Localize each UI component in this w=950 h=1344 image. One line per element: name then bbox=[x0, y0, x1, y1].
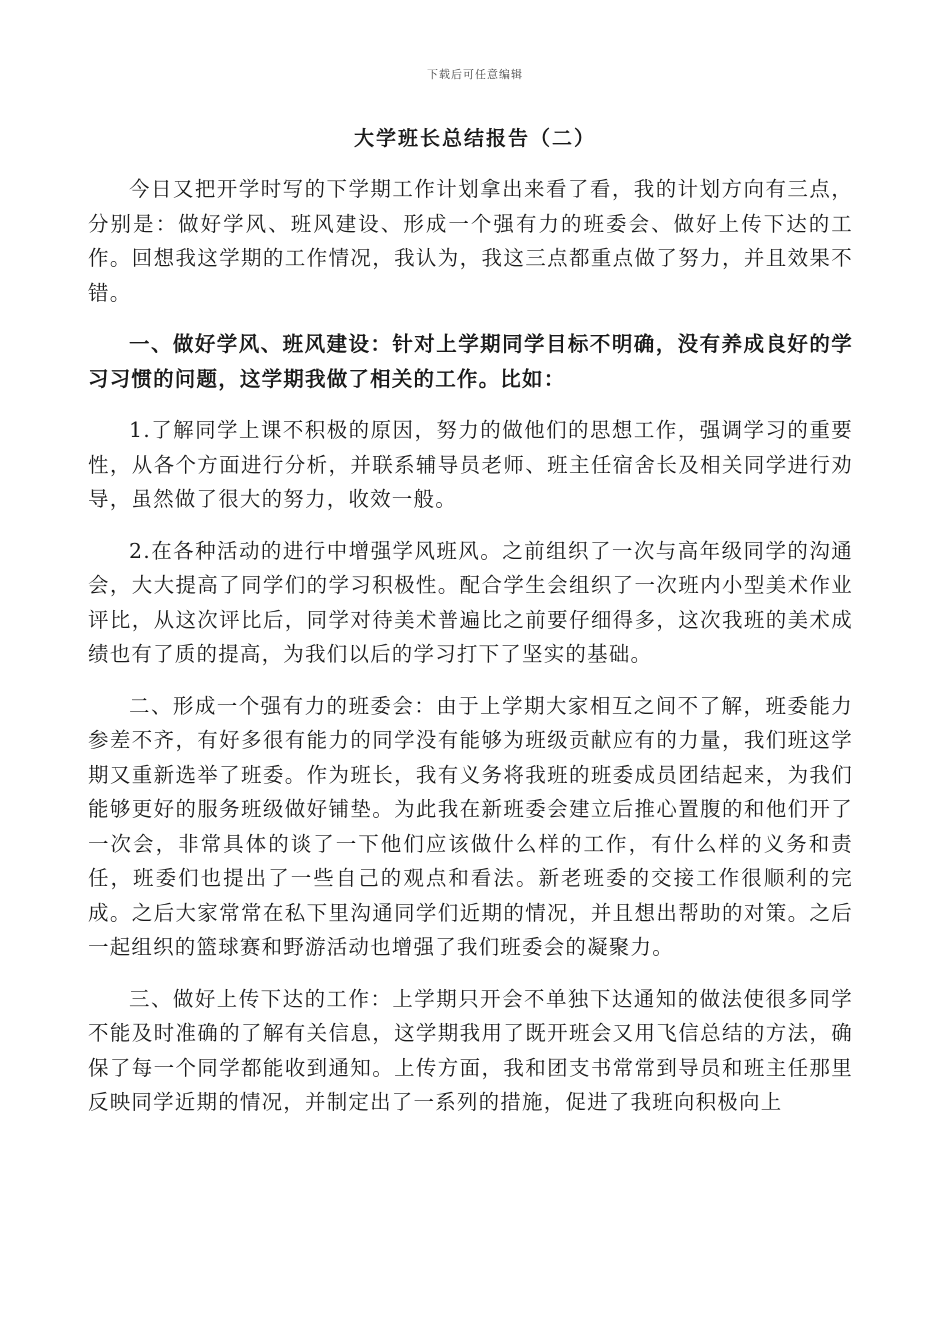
paragraph-item-two: 2.在各种活动的进行中增强学风班风。之前组织了一次与高年级同学的沟通会，大大提高了同学们的学习积极性。配合学生会组织了一次班内小型美术作业评比，从这次评比后，同学对待美术普遍比之前要仔细得多，这次我班的美术成绩也有了质的提高，为我们以后的学习打下了坚实的基础。 bbox=[88, 538, 853, 666]
paragraph-section-three: 三、做好上传下达的工作：上学期只开会不单独下达通知的做法使很多同学不能及时准确的了解有关信息，这学期我用了既开班会又用飞信总结的方法，确保了每一个同学都能收到通知。上传方面，我和团支书常常到导员和班主任那里反映同学近期的情况，并制定出了一系列的措施，促进了我班向积极向上 bbox=[88, 986, 853, 1114]
paragraph-section-one-heading: 一、做好学风、班风建设：针对上学期同学目标不明确，没有养成良好的学习习惯的问题，这学期我做了相关的工作。比如： bbox=[88, 332, 853, 391]
paragraph-item-one: 1.了解同学上课不积极的原因，努力的做他们的思想工作，强调学习的重要性，从各个方面进行分析，并联系辅导员老师、班主任宿舍长及相关同学进行劝导，虽然做了很大的努力，收效一般。 bbox=[88, 418, 853, 511]
header-note: 下载后可任意编辑 bbox=[427, 68, 523, 81]
document-title: 大学班长总结报告（二） bbox=[354, 126, 596, 150]
paragraph-intro: 今日又把开学时写的下学期工作计划拿出来看了看，我的计划方向有三点，分别是：做好学风、班风建设、形成一个强有力的班委会、做好上传下达的工作。回想我这学期的工作情况，我认为，我这三点都重点做了努力，并且效果不错。 bbox=[88, 177, 853, 305]
paragraph-section-two: 二、形成一个强有力的班委会：由于上学期大家相互之间不了解，班委能力参差不齐，有好多很有能力的同学没有能够为班级贡献应有的力量，我们班这学期又重新选举了班委。作为班长，我有义务将我班的班委成员团结起来，为我们能够更好的服务班级做好铺垫。为此我在新班委会建立后推心置腹的和他们开了一次会，非常具体的谈了一下他们应该做什么样的工作，有什么样的义务和责任，班委们也提出了一些自己的观点和看法。新老班委的交接工作很顺利的完成。之后大家常常在私下里沟通同学们近期的情况，并且想出帮助的对策。之后一起组织的篮球赛和野游活动也增强了我们班委会的凝聚力。 bbox=[88, 693, 853, 959]
document-body bbox=[88, 172, 853, 1120]
